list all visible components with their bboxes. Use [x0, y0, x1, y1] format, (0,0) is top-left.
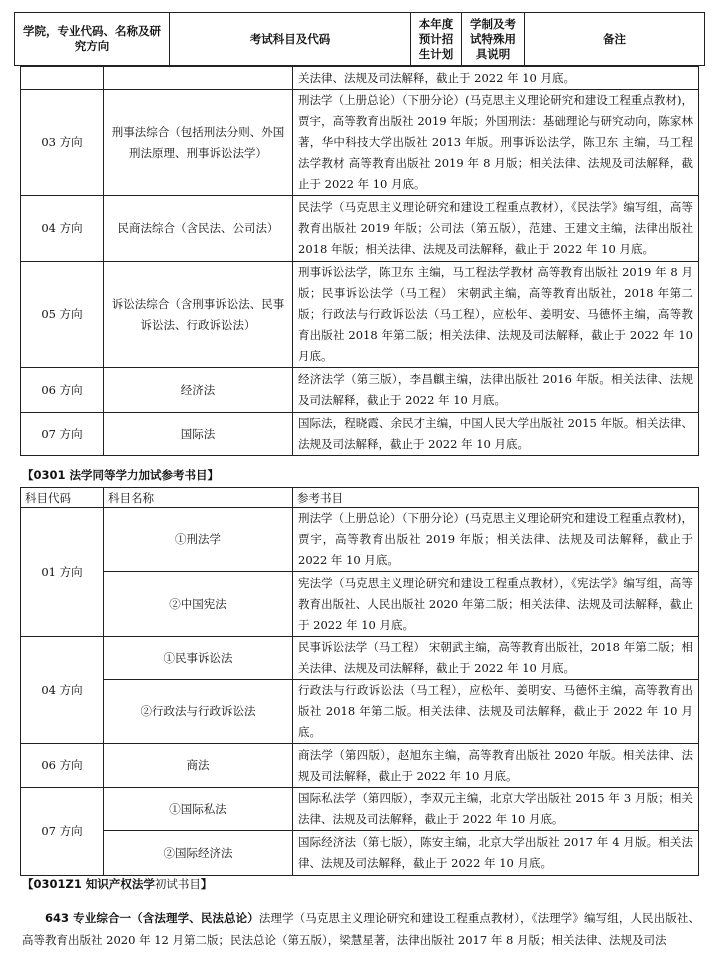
reference-cell: 经济法学（第三版），李昌麒主编，法律出版社 2016 年版。相关法律、法规及司法解释，截止于 2022 年 10 月底。	[293, 368, 699, 413]
reference-cell: 刑事诉讼法学，陈卫东 主编，马工程法学教材 高等教育出版社 2019 年 8 月版；民事诉讼法学（马工程） 宋朝武主编，高等教育出版社，2018 年第二版；行政法与行政诉讼法（马工程），应松年、姜明安、马德怀主编，高等教育出版社 2018 年第二版；相关法律、法规及司法解释，截止于 2022 年 10 月底。	[293, 262, 699, 368]
subject-cell: 民商法综合（含民法、公司法）	[104, 196, 293, 262]
table-row	[21, 788, 699, 831]
table-row	[21, 744, 699, 788]
table-row	[21, 831, 699, 876]
direction-cell: 04 方向	[21, 196, 104, 262]
reference-cell: 民法学（马克思主义理论研究和建设工程重点教材），《民法学》编写组，高等教育出版社 2019 年版；公司法（第五版），范建、王建文主编，法律出版社 2018 年版；相关法律、法规及司法解释，截止于 2022 年 10 月底。	[293, 196, 699, 262]
reference-cell: 行政法与行政诉讼法（马工程），应松年、姜明安、马德怀主编，高等教育出版社 2018 年第二版。相关法律、法规及司法解释，截止于 2022 年 10 月底。	[293, 680, 699, 744]
direction-cell: 07 方向	[21, 788, 104, 876]
reference-cell: 国际法，程晓霞、余民才主编，中国人民大学出版社 2015 年版。相关法律、法规及司法解释，截止于 2022 年 10 月底。	[293, 413, 699, 456]
equivalent-exam-table	[20, 487, 699, 876]
subject-cell: 商法	[104, 744, 293, 788]
direction-cell: 06 方向	[21, 368, 104, 413]
header-table	[14, 12, 705, 66]
subject-cell: ①民事诉讼法	[104, 637, 293, 680]
subject-cell: 国际法	[104, 413, 293, 456]
col-header-name: 科目名称	[104, 488, 293, 508]
table-row	[21, 90, 699, 196]
table-row	[21, 637, 699, 680]
col-header-code: 科目代码	[21, 488, 104, 508]
reference-cell: 关法律、法规及司法解释，截止于 2022 年 10 月底。	[293, 67, 699, 90]
header-col-tools: 学制及考试特殊用具说明	[462, 13, 525, 66]
direction-cell: 04 方向	[21, 637, 104, 744]
section-heading-ip-law	[22, 876, 212, 892]
subject-cell: ②国际经济法	[104, 831, 293, 876]
reference-cell: 商法学（第四版），赵旭东主编，高等教育出版社 2020 年版。相关法律、法规及司法解释，截止于 2022 年 10 月底。	[293, 744, 699, 788]
reference-cell: 民事诉讼法学（马工程） 宋朝武主编，高等教育出版社，2018 年第二版；相关法律、法规及司法解释，截止于 2022 年 10 月底。	[293, 637, 699, 680]
subject-cell: ②中国宪法	[104, 572, 293, 637]
table-row	[21, 413, 699, 456]
direction-cell: 06 方向	[21, 744, 104, 788]
exam-subjects-table	[20, 66, 699, 456]
subject-cell: 经济法	[104, 368, 293, 413]
subject-description-text: 法理学（马克思主义理论研究和建设工程重点教材），《法理学》编写组，人民出版社、高等教育出版社 2020 年 12 月第二版；民法总论（第五版），梁慧星著，法律出版社 2017 年 8 月版；相关法律、法规及司法	[22, 911, 700, 947]
section-heading-ip-law-end: 】	[200, 877, 213, 891]
table-row	[21, 508, 699, 572]
direction-cell: 03 方向	[21, 90, 104, 196]
reference-cell: 刑法学（上册总论）（下册分论）(马克思主义理论研究和建设工程重点教材)，贾宇，高等教育出版社 2019 年版；相关法律、法规及司法解释，截止于 2022 年 10 月底。	[293, 508, 699, 572]
direction-cell: 01 方向	[21, 508, 104, 637]
section-heading-ip-law-light: 初试书目	[154, 877, 201, 891]
table-row	[21, 67, 699, 90]
section-heading-ip-law-bold: 【0301Z1 知识产权法学	[22, 877, 155, 891]
table-row	[21, 196, 699, 262]
col-header-refs: 参考书目	[293, 488, 699, 508]
header-col-subject: 考试科目及代码	[170, 13, 411, 66]
table-row	[21, 262, 699, 368]
subject-cell: ①国际私法	[104, 788, 293, 831]
table-row	[21, 680, 699, 744]
subject-code-title: 643 专业综合一（含法理学、民法总论）	[45, 911, 259, 925]
table-header-row	[21, 488, 699, 508]
reference-cell: 国际经济法（第七版），陈安主编，北京大学出版社 2017 年 4 月版。相关法律、法规及司法解释，截止于 2022 年 10 月底。	[293, 831, 699, 876]
header-col-plan: 本年度预计招生计划	[411, 13, 462, 66]
direction-cell: 05 方向	[21, 262, 104, 368]
section-heading-equivalent-exam: 【0301 法学同等学力加试参考书目】	[22, 468, 220, 482]
reference-cell: 国际私法学（第四版），李双元主编，北京大学出版社 2015 年 3 月版；相关法律、法规及司法解释，截止于 2022 年 10 月底。	[293, 788, 699, 831]
subject-cell: ②行政法与行政诉讼法	[104, 680, 293, 744]
header-col-college: 学院，专业代码、名称及研究方向	[15, 13, 170, 66]
header-col-remark: 备注	[525, 13, 705, 66]
subject-cell: 刑事法综合（包括刑法分则、外国刑法原理、刑事诉讼法学）	[104, 90, 293, 196]
table-row	[21, 572, 699, 637]
subject-cell: ①刑法学	[104, 508, 293, 572]
reference-cell: 宪法学（马克思主义理论研究和建设工程重点教材），《宪法学》编写组，高等教育出版社、人民出版社 2020 年第二版；相关法律、法规及司法解释，截止于 2022 年 10 月底。	[293, 572, 699, 637]
subject-description-paragraph	[22, 907, 700, 951]
subject-cell: 诉讼法综合（含刑事诉讼法、民事诉讼法、行政诉讼法）	[104, 262, 293, 368]
direction-cell: 07 方向	[21, 413, 104, 456]
table-row	[21, 368, 699, 413]
reference-cell: 刑法学（上册总论）（下册分论）(马克思主义理论研究和建设工程重点教材)，贾宇，高等教育出版社 2019 年版；外国刑法：基础理论与研究动向，陈家林著，华中科技大学出版社 2013 年版。刑事诉讼法学，陈卫东 主编，马工程法学教材 高等教育出版社 2019 年 8 月版；相关法律、法规及司法解释，截止于 2022 年 10 月底。	[293, 90, 699, 196]
